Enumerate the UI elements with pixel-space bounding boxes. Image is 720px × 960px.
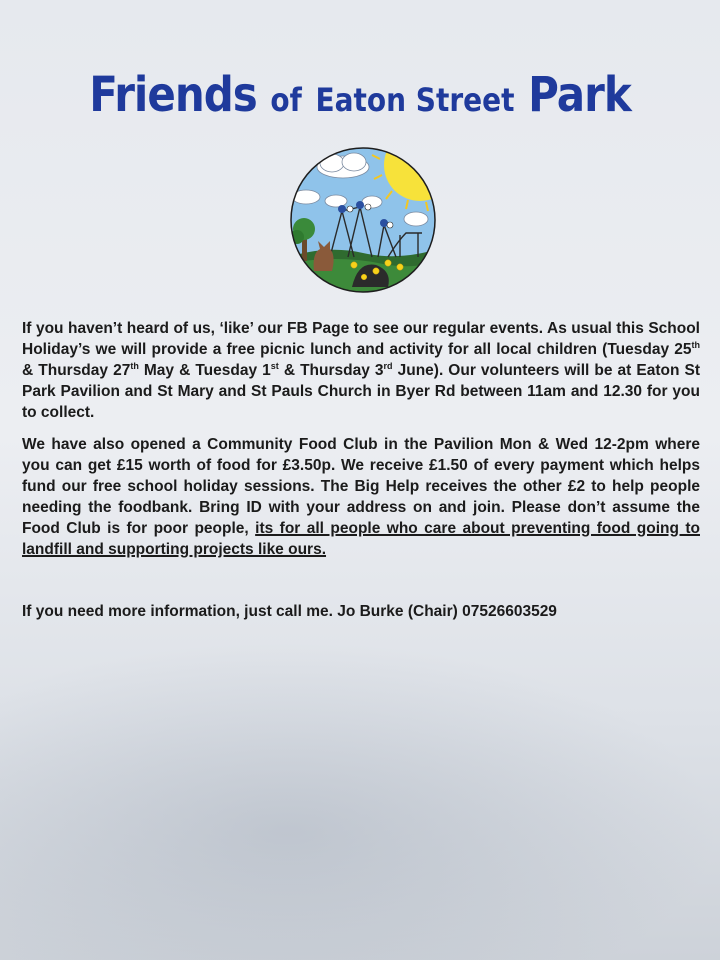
title-word-of: of xyxy=(270,80,302,119)
food-club-paragraph: We have also opened a Community Food Club in the Pavilion Mon & Wed 12-2pm where you can get £15 worth of food for £3.50p. We receive £1.50 of every payment which helps fund our free school holiday sessions. The Big Help receives the other £2 to help people needing the foodbank. Bring ID with your address on and join. Please don’t assume the Food Club is for poor people, its for all people who care about preventing food going to landfill and supporting projects like ours. xyxy=(22,436,700,558)
underlined-text: its for all people who care about preventing food going to landfill and supporting projects like ours. xyxy=(22,520,700,558)
intro-paragraph: If you haven’t heard of us, ‘like’ our FB Page to see our regular events. As usual this School Holiday’s we will provide a free picnic lunch and activity for all local children (Tuesday 25th & Thursday 27th May & Tuesday 1st & Thursday 3rd June). Our volunteers will be at Eaton St Park Pavilion and St Mary and St Pauls Church in Byer Rd between 11am and 12.30 for you to collect. xyxy=(22,320,701,421)
title-word-eaton-street: Eaton Street xyxy=(315,80,515,119)
paper-shadow xyxy=(0,640,720,960)
contact-paragraph: If you need more information, just call me. Jo Burke (Chair) 07526603529 xyxy=(22,603,557,620)
park-logo-icon xyxy=(288,145,438,295)
title-word-park: Park xyxy=(528,66,631,123)
page-title xyxy=(0,66,720,122)
title-word-friends: Friends xyxy=(89,66,257,123)
